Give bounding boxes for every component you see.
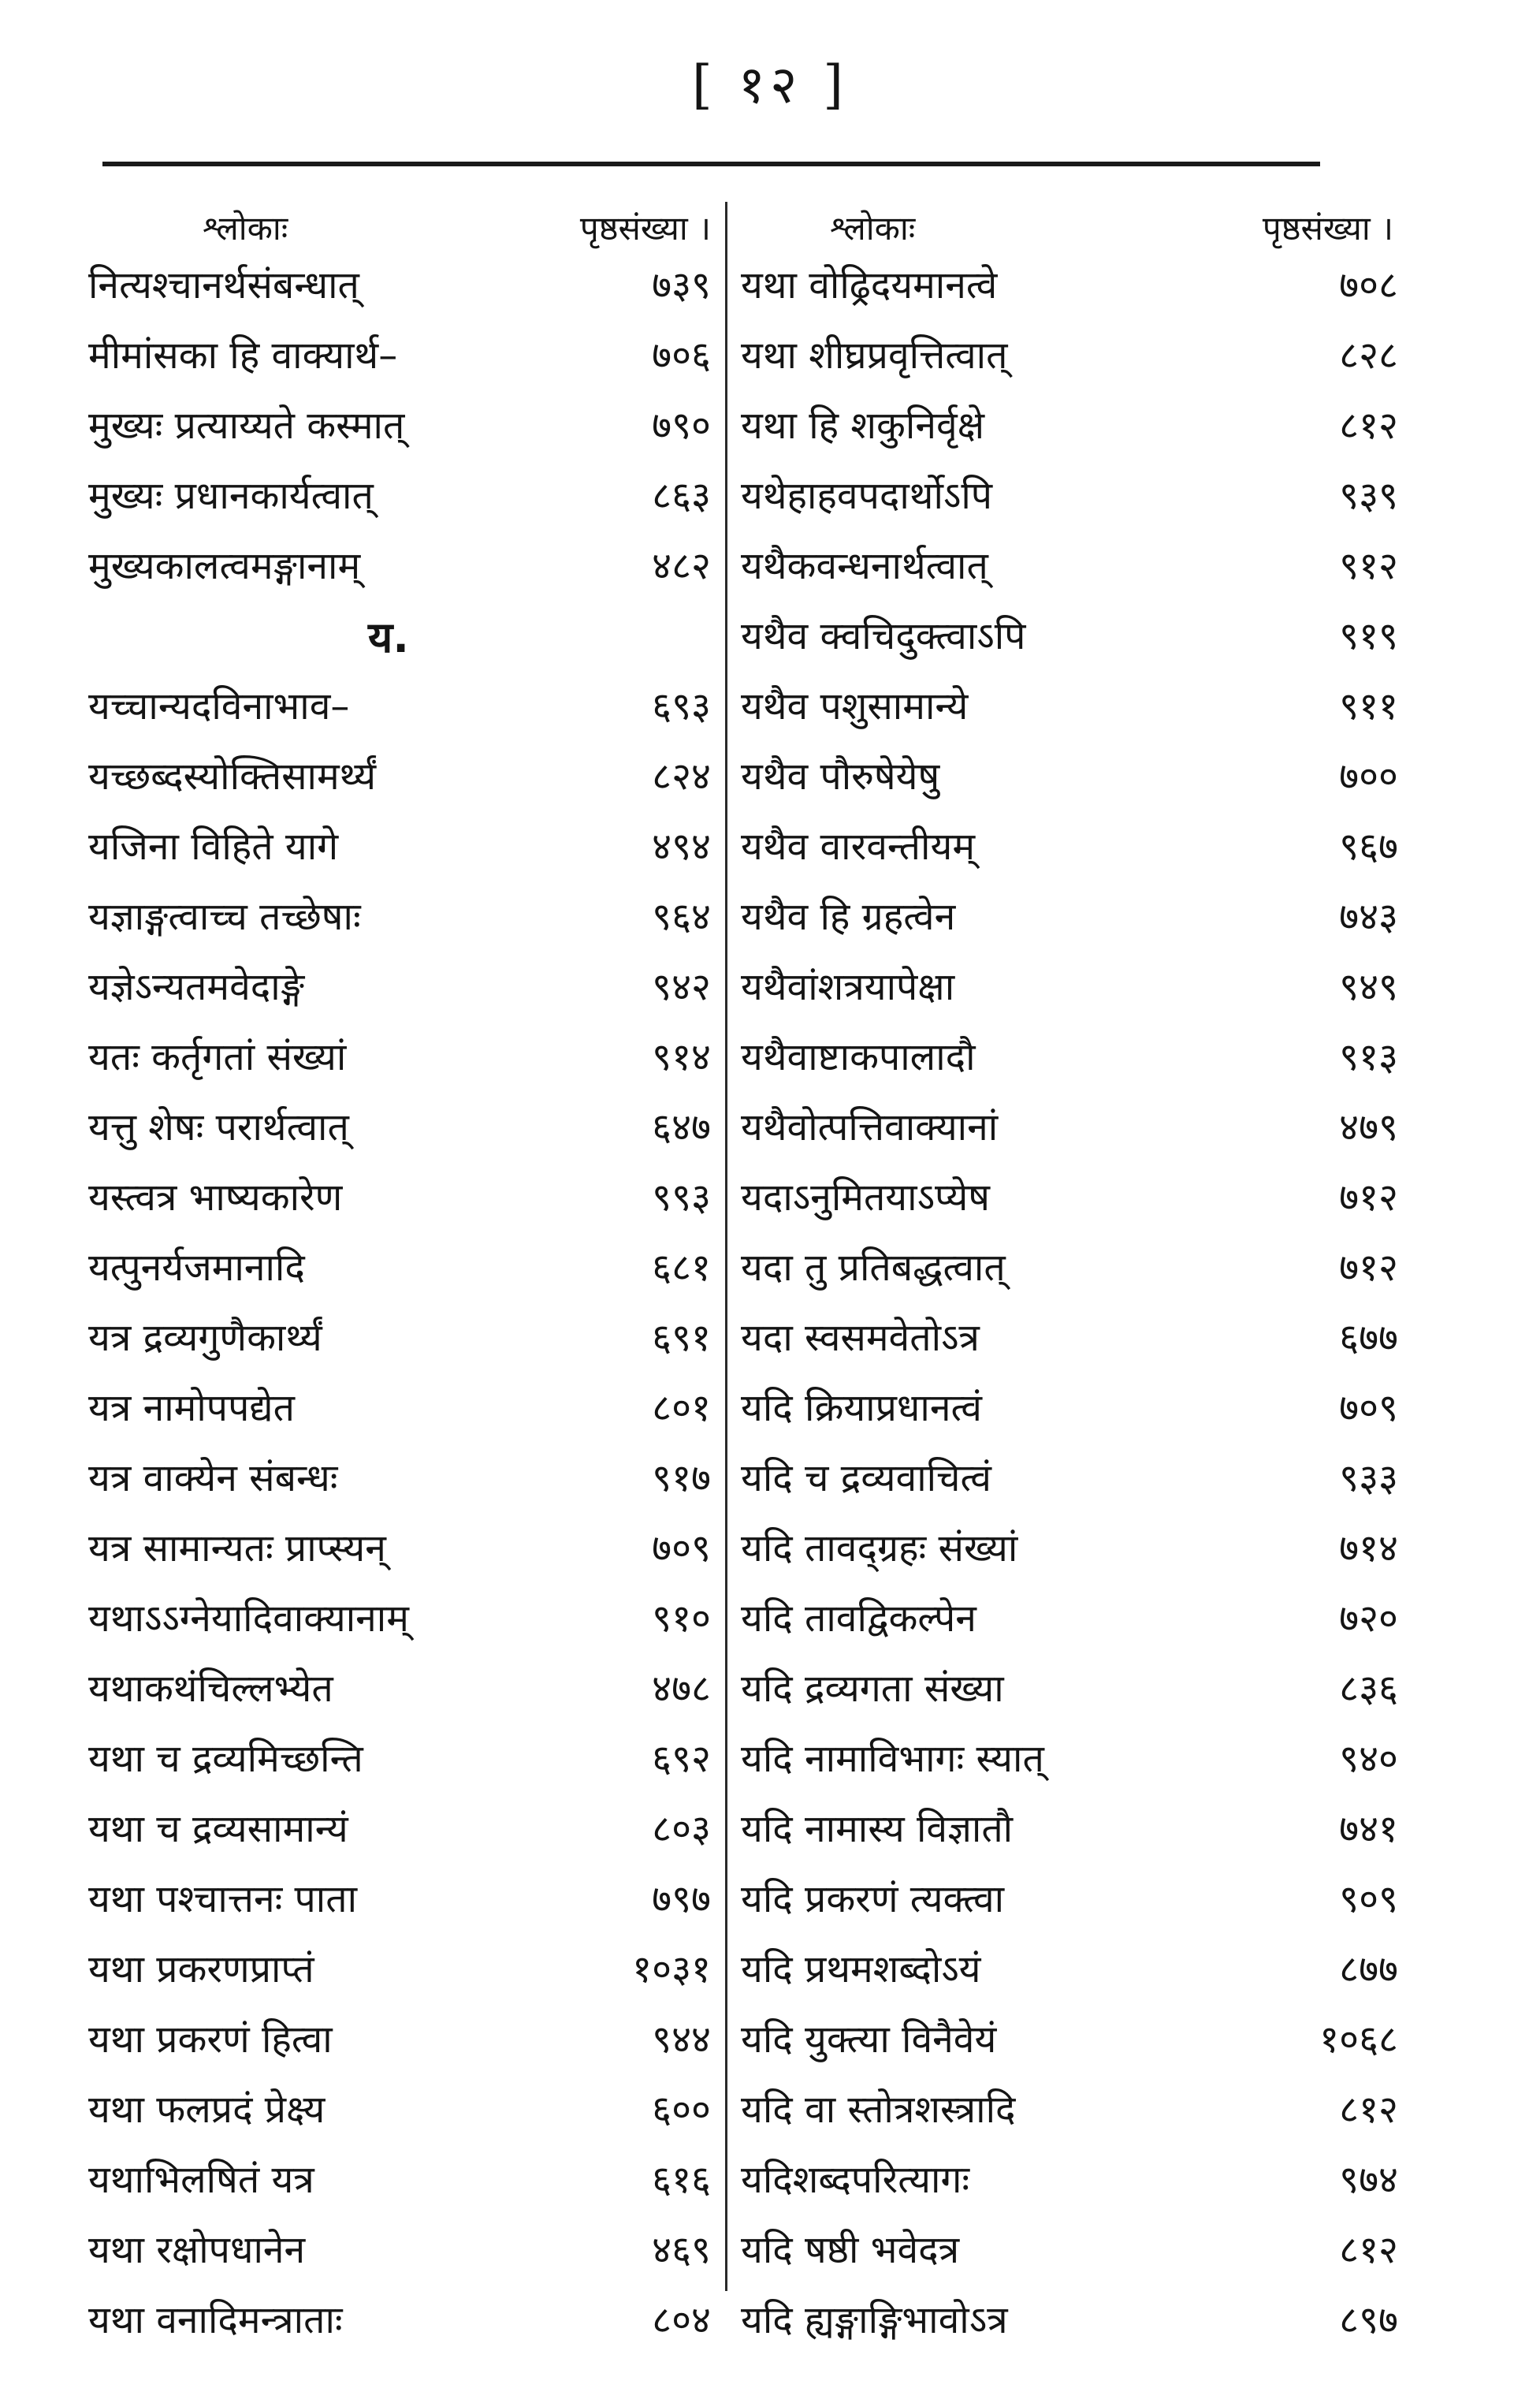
- verse-text: यत्तु शेषः परार्थत्वात्: [88, 1105, 349, 1149]
- index-entry: [88, 1444, 711, 1514]
- verse-text: यथा शीघ्रप्रवृत्तित्वात्: [741, 333, 1008, 378]
- verse-text: यदि प्रकरणं त्यक्त्वा: [741, 1877, 1005, 1921]
- page-ref: ६९२: [652, 1737, 711, 1781]
- index-entry: [88, 531, 711, 602]
- verse-text: यदि नामास्य विज्ञातौ: [741, 1807, 1014, 1851]
- page-ref: ८१२: [1339, 2228, 1398, 2272]
- index-entry: [88, 1023, 711, 1093]
- index-entry: [739, 1373, 1398, 1444]
- index-entry: [88, 1233, 711, 1303]
- index-entry: [88, 672, 711, 742]
- page-ref: ७१४: [1339, 1526, 1398, 1570]
- page-count-header: पृष्ठसंख्या ।: [579, 209, 711, 248]
- verse-text: यथा वनादिमन्त्राताः: [88, 2298, 343, 2342]
- right-column: [739, 200, 1398, 2356]
- page-count-header: पृष्ठसंख्या ।: [1262, 209, 1393, 248]
- index-entry: [739, 602, 1398, 672]
- index-entry: [88, 1654, 711, 1724]
- index-entry: [88, 1373, 711, 1444]
- verse-text: यथैवोत्पत्तिवाक्यानां: [741, 1105, 999, 1149]
- verse-text: यथेहाहवपदार्थोऽपि: [741, 474, 993, 518]
- page-ref: ९३३: [1339, 1456, 1398, 1500]
- verse-text: यथाभिलषितं यत्र: [88, 2158, 314, 2202]
- verse-text: नित्यश्चानर्थसंबन्धात्: [88, 263, 359, 307]
- page-ref: ९१७: [652, 1456, 711, 1500]
- index-entry: [88, 952, 711, 1023]
- section-letter-text: य.: [368, 613, 409, 662]
- index-entry: [739, 882, 1398, 952]
- page-ref: ४९४: [652, 825, 711, 869]
- index-entry: [88, 391, 711, 461]
- index-entry: [739, 1514, 1398, 1584]
- verse-text: यथैव क्वचिदुक्त्वाऽपि: [741, 614, 1026, 658]
- page-ref: ७१२: [1339, 1246, 1398, 1290]
- verse-text: यथा हि शकुनिर्वृक्षे: [741, 404, 985, 448]
- page-ref: ९१३: [1339, 1035, 1398, 1079]
- page-ref: १०३१: [632, 1947, 711, 1991]
- verse-text: यथा च द्रव्यमिच्छन्ति: [88, 1737, 363, 1781]
- verse-text: यदि क्रियाप्रधानत्वं: [741, 1386, 982, 1430]
- index-entry: [739, 1093, 1398, 1163]
- index-entry: [88, 461, 711, 531]
- index-entry: [88, 1724, 711, 1794]
- header-rule: [102, 162, 1320, 166]
- page-ref: ७१२: [1339, 1175, 1398, 1220]
- index-entry: [739, 2215, 1398, 2286]
- verse-text: यदि प्रथमशब्दोऽयं: [741, 1947, 981, 1991]
- page-number: [ १२ ]: [691, 54, 849, 115]
- index-entry: [88, 2075, 711, 2145]
- verse-header: श्लोकाः: [203, 209, 288, 248]
- page-ref: ९६७: [1339, 825, 1398, 869]
- page-ref: ९४२: [652, 965, 711, 1009]
- verse-text: यदि तावद्विकल्पेन: [741, 1596, 976, 1641]
- page-ref: ८१२: [1339, 2088, 1398, 2132]
- page-ref: ६७७: [1339, 1316, 1398, 1360]
- page-ref: ९१२: [1339, 544, 1398, 588]
- verse-text: यज्ञेऽन्यतमवेदाङ्गे: [88, 965, 305, 1009]
- verse-text: यस्त्वत्र भाष्यकारेण: [88, 1175, 343, 1220]
- verse-text: यदिशब्दपरित्यागः: [741, 2158, 970, 2202]
- page-ref: ७०८: [1339, 263, 1398, 307]
- index-entry: [739, 1023, 1398, 1093]
- verse-text: यदि षष्ठी भवेदत्र: [741, 2228, 960, 2272]
- page-ref: ९४९: [1339, 965, 1398, 1009]
- index-entry: [88, 2145, 711, 2215]
- index-entry: [739, 1444, 1398, 1514]
- page-ref: ९३९: [1339, 474, 1398, 518]
- index-entry: [88, 1163, 711, 1233]
- page-ref: ८६३: [652, 474, 711, 518]
- verse-text: यजिना विहिते यागे: [88, 825, 339, 869]
- page-ref: १०६८: [1319, 2017, 1398, 2062]
- page-ref: ७३९: [652, 263, 711, 307]
- verse-header: श्लोकाः: [830, 209, 916, 248]
- verse-text: यदि च द्रव्यवाचित्वं: [741, 1456, 991, 1500]
- page-ref: ९७४: [1339, 2158, 1398, 2202]
- index-entry: [88, 1093, 711, 1163]
- verse-text: यच्चान्यदविनाभाव–: [88, 684, 350, 728]
- page-ref: ८२८: [1339, 333, 1398, 378]
- page-ref: ८३६: [1339, 1667, 1398, 1711]
- verse-text: यत्पुनर्यजमानादि: [88, 1246, 305, 1290]
- verse-text: यथैव पशुसामान्ये: [741, 684, 969, 728]
- index-entry: [88, 742, 711, 812]
- index-entry: [88, 251, 711, 321]
- page-ref: ७४३: [1339, 895, 1398, 939]
- verse-text: यतः कर्तृगतां संख्यां: [88, 1035, 347, 1079]
- page-ref: ४६९: [652, 2228, 711, 2272]
- verse-text: यथैकवन्धनार्थत्वात्: [741, 544, 988, 588]
- verse-text: यदाऽनुमितयाऽप्येष: [741, 1175, 991, 1220]
- index-entry: [739, 461, 1398, 531]
- page-ref: ७०९: [652, 1526, 711, 1570]
- page-ref: ७४१: [1339, 1807, 1398, 1851]
- page-ref: ९४०: [1339, 1737, 1398, 1781]
- verse-text: यत्र द्रव्यगुणैकार्थ्यं: [88, 1316, 322, 1360]
- page-ref: ७००: [1339, 754, 1398, 799]
- verse-text: यदि वा स्तोत्रशस्त्रादि: [741, 2088, 1016, 2132]
- verse-text: यत्र नामोपपद्येत: [88, 1386, 295, 1430]
- page-ref: ७२०: [1339, 1596, 1398, 1641]
- index-entry: [739, 812, 1398, 882]
- page-ref: ४७९: [1339, 1105, 1398, 1149]
- index-entry: [739, 742, 1398, 812]
- index-entry: [739, 531, 1398, 602]
- index-entry: [739, 1794, 1398, 1865]
- page-ref: ६१६: [652, 2158, 711, 2202]
- verse-text: मुख्यः प्रत्याय्यते कस्मात्: [88, 404, 405, 448]
- page-ref: ४७८: [652, 1667, 711, 1711]
- verse-text: यथैव हि ग्रहत्वेन: [741, 895, 956, 939]
- page-ref: ६८१: [652, 1246, 711, 1290]
- index-entry: [739, 952, 1398, 1023]
- page-ref: ९६४: [652, 895, 711, 939]
- verse-text: मुख्यकालत्वमङ्गानाम्: [88, 544, 361, 588]
- verse-text: यदा स्वसमवेतोऽत्र: [741, 1316, 980, 1360]
- page-ref: ४८२: [652, 544, 711, 588]
- index-entry: [88, 2286, 711, 2356]
- index-entry: [88, 2005, 711, 2075]
- page-ref: ७०६: [652, 333, 711, 378]
- index-entry: [739, 1303, 1398, 1373]
- verse-text: यत्र वाक्येन संबन्धः: [88, 1456, 338, 1500]
- index-entry: [739, 1584, 1398, 1654]
- index-entry: [739, 2075, 1398, 2145]
- page-ref: ८०४: [652, 2298, 711, 2342]
- verse-text: यथा वोढ्रिदयमानत्वे: [741, 263, 998, 307]
- index-entry: [739, 1865, 1398, 1935]
- page-ref: ८२४: [652, 754, 711, 799]
- index-entry: [88, 1865, 711, 1935]
- verse-text: यच्छब्दस्योक्तिसामर्थ्यं: [88, 754, 377, 799]
- index-entry: [88, 1303, 711, 1373]
- page-ref: ६४७: [652, 1105, 711, 1149]
- index-entry: [739, 251, 1398, 321]
- index-entry: [739, 391, 1398, 461]
- index-entry: [739, 1724, 1398, 1794]
- page-ref: ६९१: [652, 1316, 711, 1360]
- verse-text: यथा फलप्रदं प्रेक्ष्य: [88, 2088, 325, 2132]
- index-entry: [88, 882, 711, 952]
- page-ref: ९११: [1339, 684, 1398, 728]
- page-ref: ८०३: [652, 1807, 711, 1851]
- verse-text: मुख्यः प्रधानकार्यत्वात्: [88, 474, 374, 518]
- section-letter: [88, 602, 711, 672]
- verse-text: यथा प्रकरणप्राप्तं: [88, 1947, 314, 1991]
- page-ref: ८७७: [1339, 1947, 1398, 1991]
- verse-text: यज्ञाङ्गत्वाच्च तच्छेषाः: [88, 895, 361, 939]
- index-entry: [739, 2286, 1398, 2356]
- verse-text: यथाकथंचिल्लभ्येत: [88, 1667, 333, 1711]
- index-entry: [88, 1794, 711, 1865]
- verse-text: यथा रक्षोपधानेन: [88, 2228, 306, 2272]
- index-entry: [739, 321, 1398, 391]
- verse-text: यथा च द्रव्यसामान्यं: [88, 1807, 348, 1851]
- page-ref: ६००: [652, 2088, 711, 2132]
- page-ref: ८०१: [652, 1386, 711, 1430]
- verse-text: यदि युक्त्या विनैवेयं: [741, 2017, 997, 2062]
- index-entry: [88, 1935, 711, 2005]
- verse-text: मीमांसका हि वाक्यार्थ–: [88, 333, 398, 378]
- right-column-header: [739, 200, 1393, 251]
- index-entry: [739, 1233, 1398, 1303]
- verse-text: यत्र सामान्यतः प्राप्स्यन्: [88, 1526, 386, 1570]
- page-ref: ६९३: [652, 684, 711, 728]
- page-ref: ९१०: [652, 1596, 711, 1641]
- page-ref: ८१२: [1339, 404, 1398, 448]
- verse-text: यदि नामाविभागः स्यात्: [741, 1737, 1044, 1781]
- page-ref: ९०९: [1339, 1877, 1398, 1921]
- verse-text: यथैव पौरुषेयेषु: [741, 754, 940, 799]
- verse-text: यदा तु प्रतिबद्धत्वात्: [741, 1246, 1006, 1290]
- index-entry: [88, 321, 711, 391]
- page-ref: ८९७: [1339, 2298, 1398, 2342]
- index-entry: [88, 1514, 711, 1584]
- verse-text: यथैव वारवन्तीयम्: [741, 825, 976, 869]
- verse-text: यदि तावद्ग्रहः संख्यां: [741, 1526, 1018, 1570]
- index-entry: [88, 812, 711, 882]
- left-column-header: [88, 200, 711, 251]
- page-ref: ९१९: [1339, 614, 1398, 658]
- verse-text: यथैवाष्टाकपालादौ: [741, 1035, 976, 1079]
- page-ref: ७०९: [1339, 1386, 1398, 1430]
- index-entry: [739, 1654, 1398, 1724]
- page-ref: ९९३: [652, 1175, 711, 1220]
- verse-text: यथा प्रकरणं हित्वा: [88, 2017, 333, 2062]
- page-ref: ७९०: [652, 404, 711, 448]
- index-entry: [739, 672, 1398, 742]
- index-entry: [88, 2215, 711, 2286]
- page-ref: ९४४: [652, 2017, 711, 2062]
- verse-text: यदि ह्यङ्गाङ्गिभावोऽत्र: [741, 2298, 1008, 2342]
- column-divider: [725, 202, 727, 2291]
- index-entry: [739, 2005, 1398, 2075]
- index-entry: [88, 1584, 711, 1654]
- page-ref: ७९७: [652, 1877, 711, 1921]
- verse-text: यदि द्रव्यगता संख्या: [741, 1667, 1004, 1711]
- verse-text: यथाऽऽग्नेयादिवाक्यानाम्: [88, 1596, 409, 1641]
- index-entry: [739, 2145, 1398, 2215]
- verse-text: यथैवांशत्रयापेक्षा: [741, 965, 955, 1009]
- index-entry: [739, 1935, 1398, 2005]
- index-entry: [739, 1163, 1398, 1233]
- verse-text: यथा पश्चात्तनः पाता: [88, 1877, 358, 1921]
- left-column: [88, 200, 711, 2356]
- page-ref: ९१४: [652, 1035, 711, 1079]
